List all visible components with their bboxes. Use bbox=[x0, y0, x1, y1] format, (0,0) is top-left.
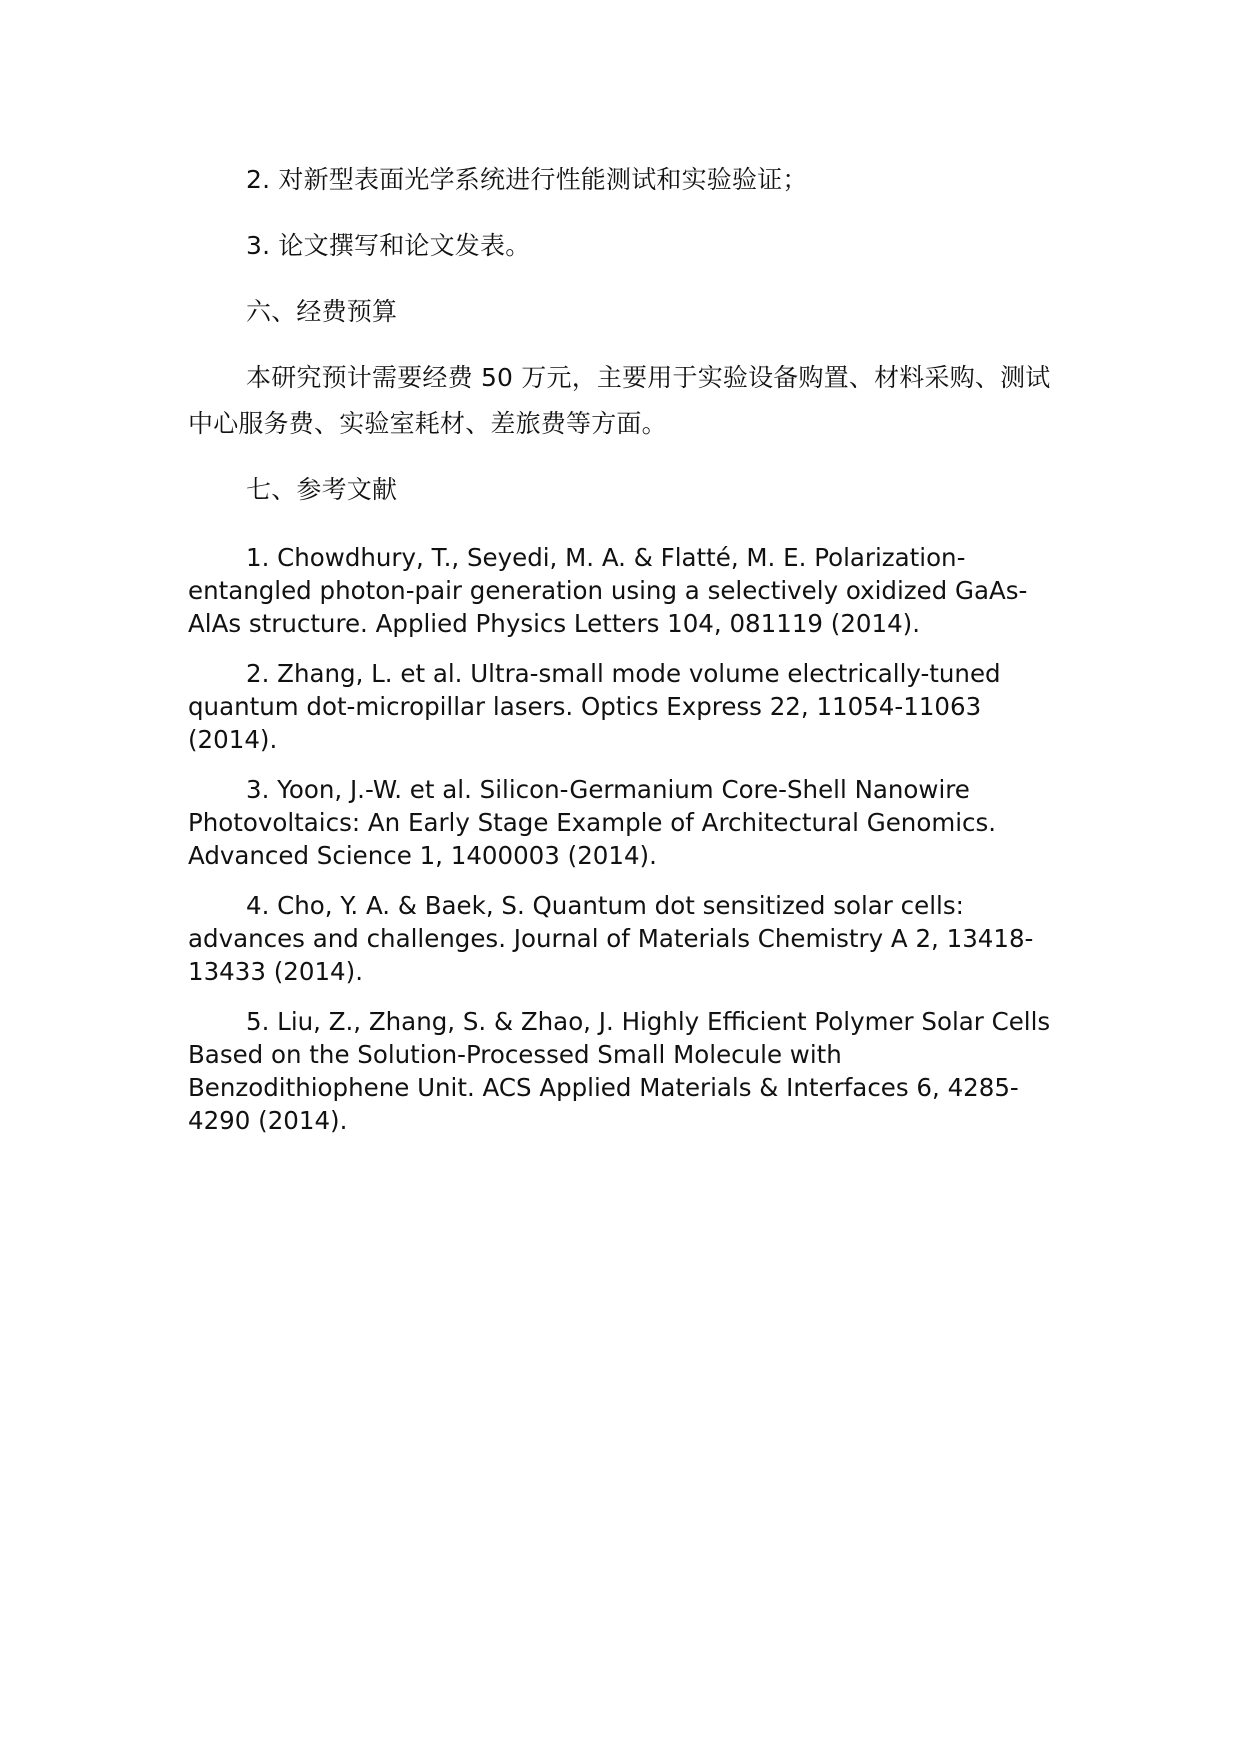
budget-paragraph: 本研究预计需要经费 50 万元，主要用于实验设备购置、材料采购、测试中心服务费、实验室耗材、差旅费等方面。 bbox=[188, 363, 1051, 438]
reference-list bbox=[188, 541, 1058, 1137]
document-body bbox=[188, 157, 1058, 1154]
task-item-2: 2. 对新型表面光学系统进行性能测试和实验验证； bbox=[246, 165, 808, 194]
references-heading: 七、参考文献 bbox=[246, 475, 398, 504]
reference-item: 5. Liu, Z., Zhang, S. & Zhao, J. Highly Efficient Polymer Solar Cells Based on the Solution-Processed Small Molecule with Benzodithiophene Unit. ACS Applied Materials & Interfaces 6, 4285-4290 (2014). bbox=[188, 1007, 1051, 1135]
task-item-3: 3. 论文撰写和论文发表。 bbox=[246, 231, 531, 260]
reference-item: 4. Cho, Y. A. & Baek, S. Quantum dot sensitized solar cells: advances and challenges. Journal of Materials Chemistry A 2, 13418-13433 (2014). bbox=[188, 891, 1034, 986]
reference-item: 3. Yoon, J.-W. et al. Silicon-Germanium Core-Shell Nanowire Photovoltaics: An Early Stage Example of Architectural Genomics. Advanced Science 1, 1400003 (2014). bbox=[188, 775, 997, 870]
reference-item: 1. Chowdhury, T., Seyedi, M. A. & Flatté, M. E. Polarization-entangled photon-pair generation using a selectively oxidized GaAs-AlAs structure. Applied Physics Letters 104, 081119 (2014). bbox=[188, 543, 1028, 638]
reference-item: 2. Zhang, L. et al. Ultra-small mode volume electrically-tuned quantum dot-micropillar lasers. Optics Express 22, 11054-11063 (2014). bbox=[188, 659, 1001, 754]
budget-heading: 六、经费预算 bbox=[246, 297, 398, 326]
